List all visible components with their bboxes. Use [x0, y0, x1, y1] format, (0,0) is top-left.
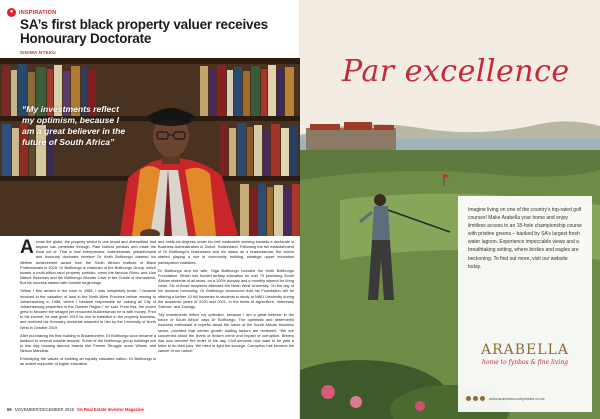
website-link[interactable]: www.arabellacountryestate.co.za [489, 396, 545, 401]
article-paragraph: “When I first arrived in the town in 1985, I was completely broke. I became involved in the valuation of land in the North-West Province before moving to Johannesburg in 1988, where I became responsible for valuing all City of Johannesburg properties in the Greater Region,” he said. From this, the doctor grew to become the straight yet renowned businessman he is with money. Prior to his income, he was given 2010 for him to establish in the property business, and received his Honorary doctorate awarded to him by the University of North West in October 2019. [20, 289, 156, 330]
section-label: INSPIRATION [19, 9, 57, 16]
article-paragraph: Embodying the values of building an equally educated nation, Dr Botlhongo is an ardent supporter of higher education [20, 357, 156, 367]
ad-info-card [458, 196, 592, 412]
advertisement-page [300, 0, 600, 419]
article-paragraph: Across the globe, the property sector is one broad and diversefield that anyone can penetrate through, Paul Ndlovu persists and make the most out of. That is how entrepreneur, businessman, philanthropist and honorary doctorate receiver Dr Keith Botlhongo claimed his lifetime achievement award from the South African Institute of Black Professionals in 2018. Dr Botlhongo is chairman of the Botlhongo Group, which boasts a multi-billion-rand property portfolio, owns the famous Rhino and Lion Nature Reserves and the Botlhongo Wonder Cave in the Cradle of Humankind. But his success started with humble beginnings. [20, 237, 156, 286]
article-paragraph: Dr Botlhongo and his wife, Olga Botlhongo founded the Keith Botlhongo Foundation. Which has funded tertiary education for over 70 promising South African students of all races, on a 100% bursary and a monthly stipend for living costs. Six of those recipients attended the North West University. On the day of his doctoral honouring, Dr Botlhongo announced that his Foundation will be offering a further 10 full bursaries to students to study at NWU University during the academic years of 2020 and 2021, in the fields of Agriculture, Veterinary Science, and Zoology. [158, 268, 294, 309]
page-footer [7, 407, 144, 412]
article-paragraph: and holds six degrees under his belt meanwhile working towards a doctorate in Business Administration in Zurich, Switzerland. Following the full establishment of Dr Botlhongo’s businesses and his status as a businessman, the doctor started playing a role in community building, strategic upper education participation initiatives. [158, 240, 294, 265]
brand-name: ARABELLA [481, 342, 569, 358]
pull-quote-text: “My investments reflect my optimism, because I am a great believer in the future of South Africa” [22, 104, 126, 147]
ad-headline: Par excellence [342, 54, 570, 89]
drop-cap: A [20, 237, 34, 258]
instagram-icon[interactable] [473, 396, 478, 401]
ad-body-text: Imagine living on one of the country’s top-rated golf courses! Make Arabella your home and enjoy limitless access to an 18-hole championship course with pristine greens – banked by SA’s largest fresh water lagoon. Experience impeccable views and a breathtaking setting, where birdies and eagles are beckoning. To find out more, visit our website today. [468, 207, 582, 270]
article-headline: SA’s first black property valuer receives Honourary Doctorate [20, 17, 268, 46]
issue-date: NOVEMBER/DECEMBER 2019 [14, 407, 75, 412]
section-kicker [7, 8, 56, 17]
article-paragraph: “My investments reflect my optimism, because I am a great believer in the future of South Africa” says Dr Botlhongo. The optimistic and determined business enthusiast is hopeful about the future of the South African business sector, provided that certain growth stalling factors are reviewed. “We are concerned about the levels of broken crime and impact of corruption. Bribery has now become the order of the day. Civil servants now want to be paid a bribe to do their jobs. We need to fight the scourge. Corruption has become the cancer of our nation.” [158, 313, 294, 354]
facebook-icon[interactable] [466, 396, 471, 401]
article-byline: SIDIMA NTEKU [20, 50, 56, 55]
page-number: 66 [7, 407, 12, 412]
social-links [466, 396, 545, 401]
brand-logo [458, 342, 592, 366]
section-marker-icon: ● [7, 8, 16, 17]
brand-tagline: home to fynbos & fine living [482, 359, 568, 366]
youtube-icon[interactable] [480, 396, 485, 401]
article-paragraph: After purchasing his first building in Braamfontein, Dr Botlhongo soon became a landlord to several notable tenants. Some of the Botlhongo group buildings are to this day housing famous brands like Farmer Struggle score Winner and Nelson Mandela. [20, 333, 156, 354]
article-column-2 [158, 240, 294, 357]
magazine-name: SA Real Estate Investor Magazine [77, 407, 144, 412]
pull-quote [22, 104, 132, 148]
article-column-1 [20, 237, 156, 371]
